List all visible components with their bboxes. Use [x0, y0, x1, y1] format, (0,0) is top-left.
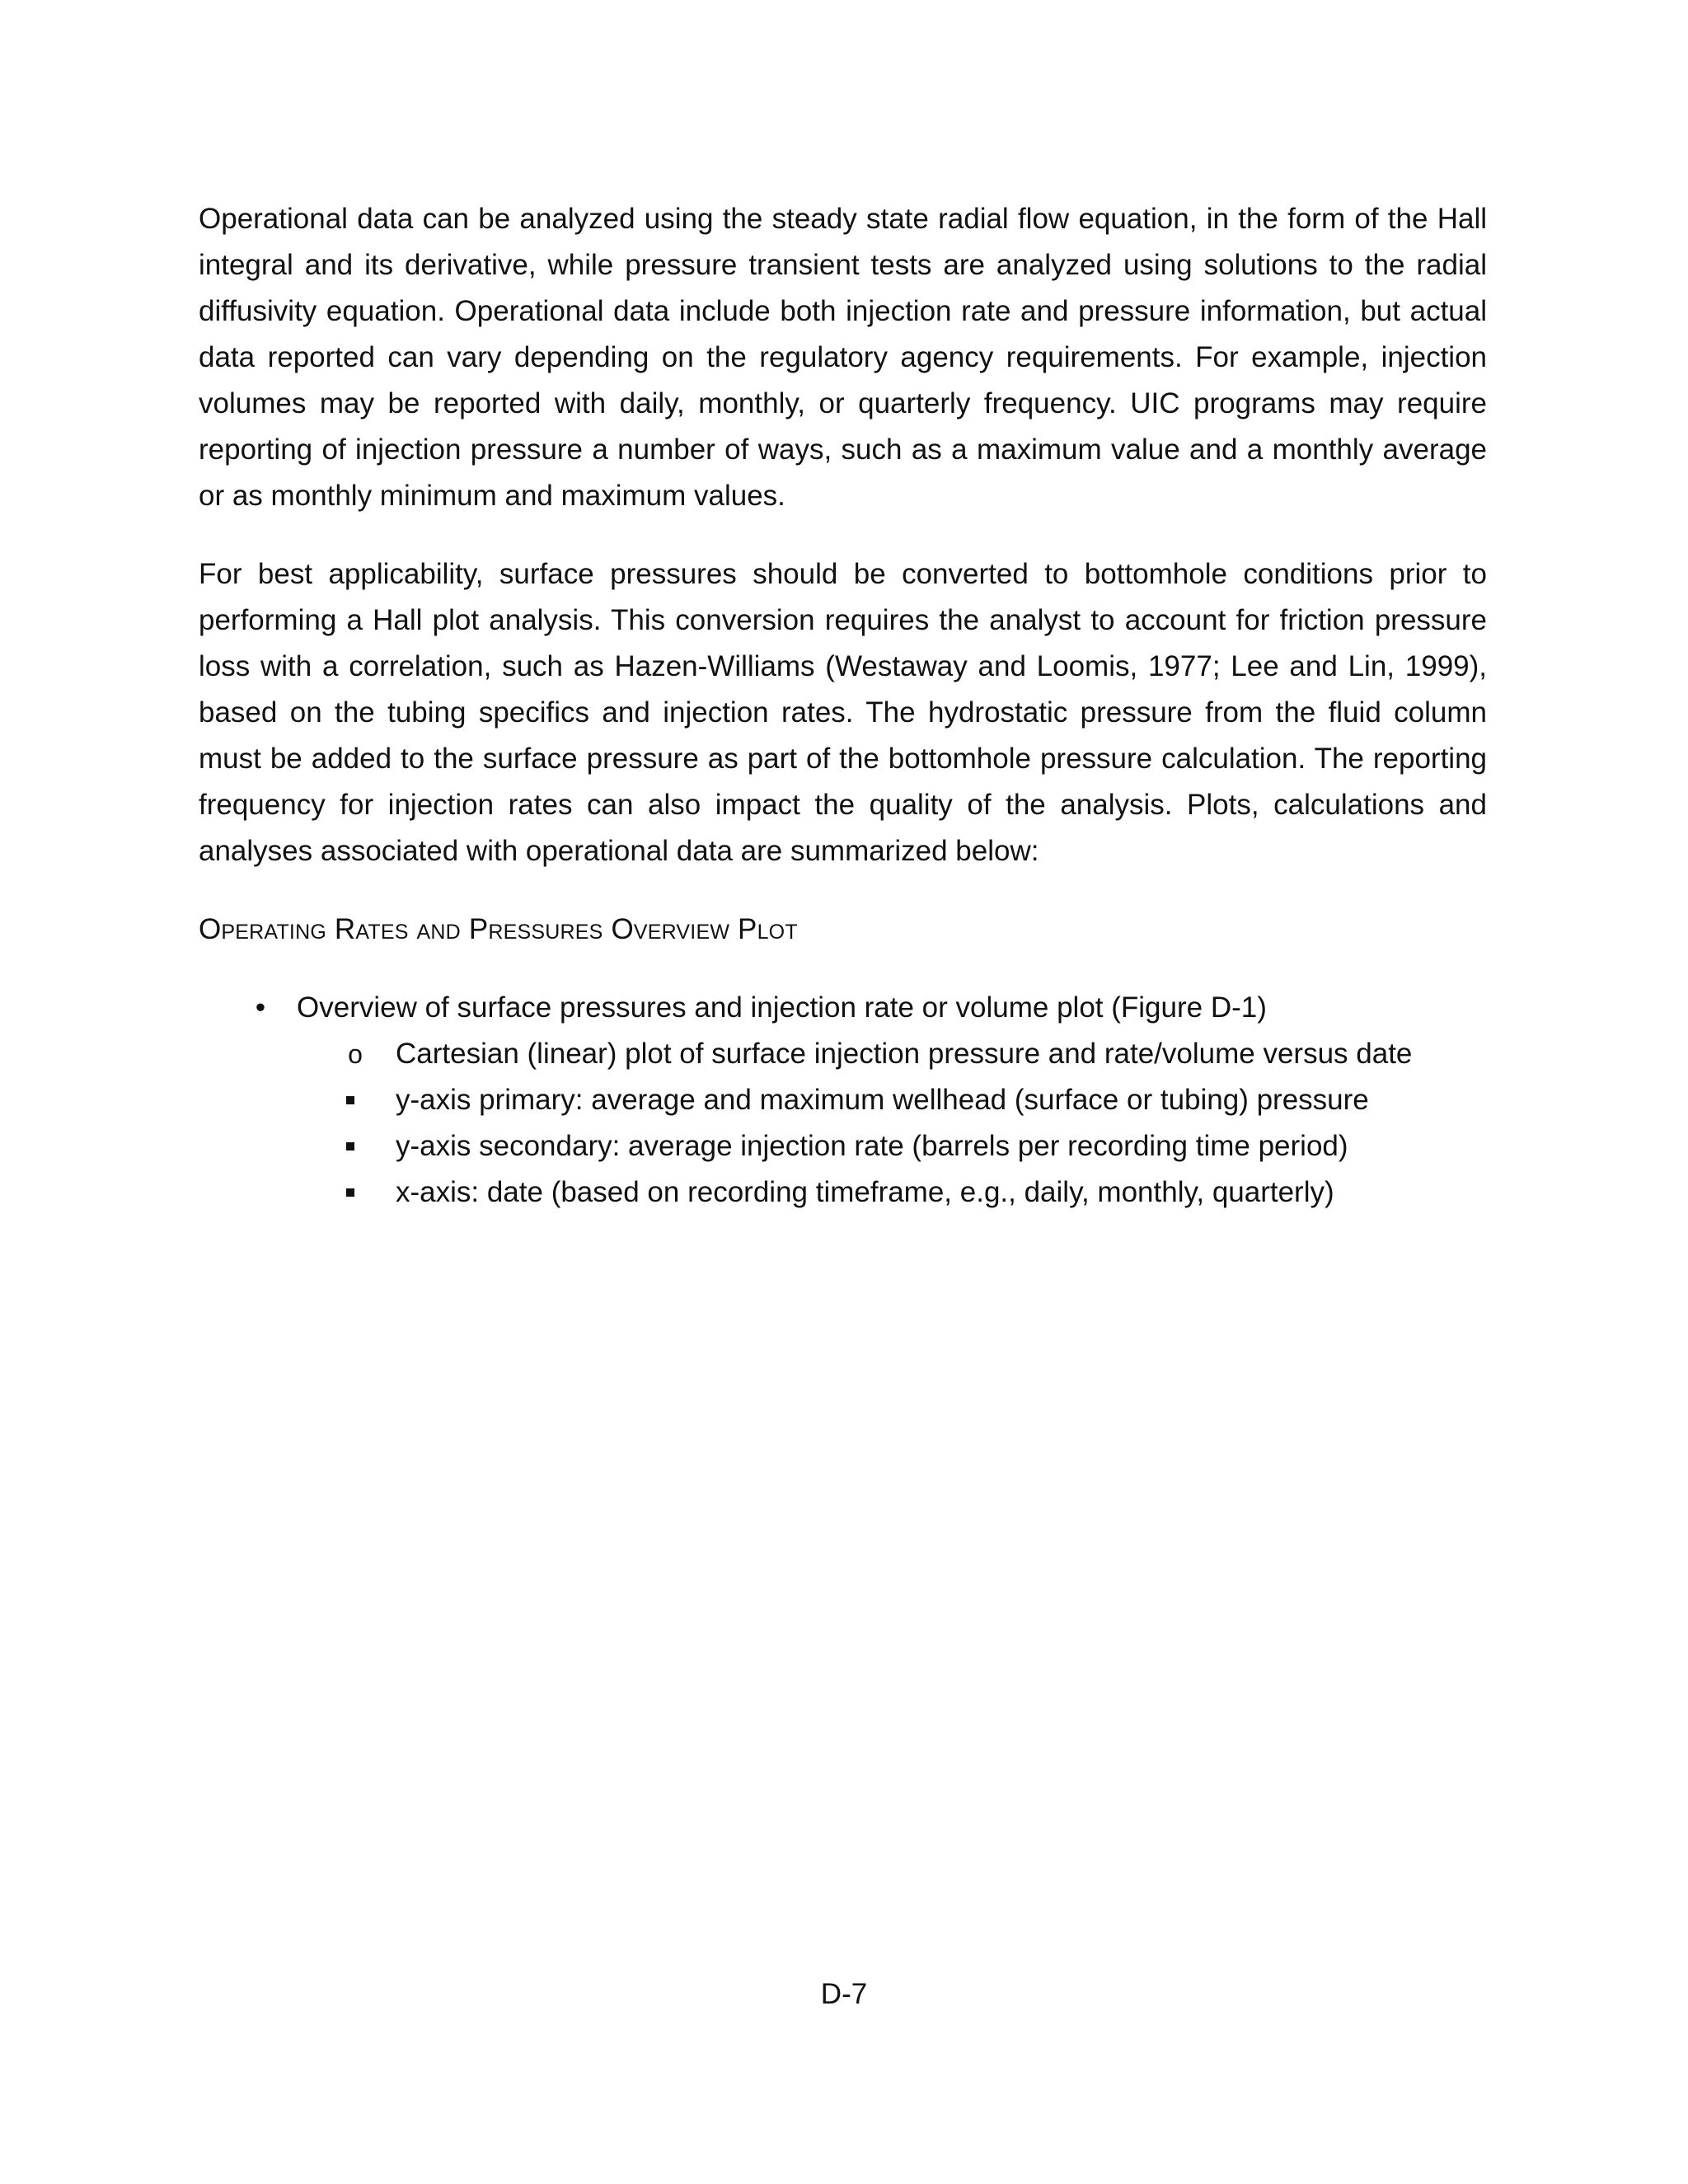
list-item-text: x-axis: date (based on recording timeframe, e.g., daily, monthly, quarterly)	[396, 1176, 1334, 1208]
detail-list	[297, 1077, 1487, 1216]
list-item-overview	[199, 985, 1487, 1216]
list-item-y-primary	[100, 1077, 1487, 1123]
bullet-square-icon	[346, 1188, 354, 1197]
bullet-square-icon	[346, 1096, 354, 1104]
bullet-square-icon	[346, 1142, 354, 1151]
page-number: D-7	[820, 1978, 868, 2010]
list-item-y-secondary	[100, 1123, 1487, 1169]
list-item-text: Cartesian (linear) plot of surface injection pressure and rate/volume versus date	[396, 1038, 1413, 1070]
page-content	[199, 196, 1487, 1216]
bullet-circle-icon: o	[348, 1039, 363, 1069]
list-item-x-axis	[100, 1169, 1487, 1216]
list-item-text: y-axis secondary: average injection rate (barrels per recording time period)	[396, 1130, 1348, 1162]
section-heading: Operating Rates and Pressures Overview Plot	[199, 913, 798, 945]
list-item-text: Overview of surface pressures and injection rate or volume plot (Figure D-1)	[297, 991, 1267, 1024]
paragraph-operational-data: Operational data can be analyzed using the steady state radial flow equation, in the form of the Hall integral and its derivative, while pressure transient tests are analyzed using solutions to the radial diffusivity equation. Operational data include both injection rate and pressure information, but actual data reported can vary depending on the regulatory agency requirements. For example, injection volumes may be reported with daily, monthly, or quarterly frequency. UIC programs may require reporting of injection pressure a number of ways, such as a maximum value and a monthly average or as monthly minimum and maximum values.	[199, 203, 1487, 512]
bullet-list	[199, 985, 1487, 1216]
sub-list	[297, 1031, 1487, 1216]
paragraph-best-applicability: For best applicability, surface pressures should be converted to bottomhole conditions prior to performing a Hall plot analysis. This conversion requires the analyst to account for friction pressure loss with a correlation, such as Hazen-Williams (Westaway and Loomis, 1977; Lee and Lin, 1999), based on the tubing specifics and injection rates. The hydrostatic pressure from the fluid column must be added to the surface pressure as part of the bottomhole pressure calculation. The reporting frequency for injection rates can also impact the quality of the analysis. Plots, calculations and analyses associated with operational data are summarized below:	[199, 558, 1487, 867]
bullet-dot-icon: •	[255, 991, 266, 1024]
list-item-text: y-axis primary: average and maximum wellhead (surface or tubing) pressure	[396, 1084, 1369, 1116]
list-item-cartesian	[199, 1031, 1487, 1216]
